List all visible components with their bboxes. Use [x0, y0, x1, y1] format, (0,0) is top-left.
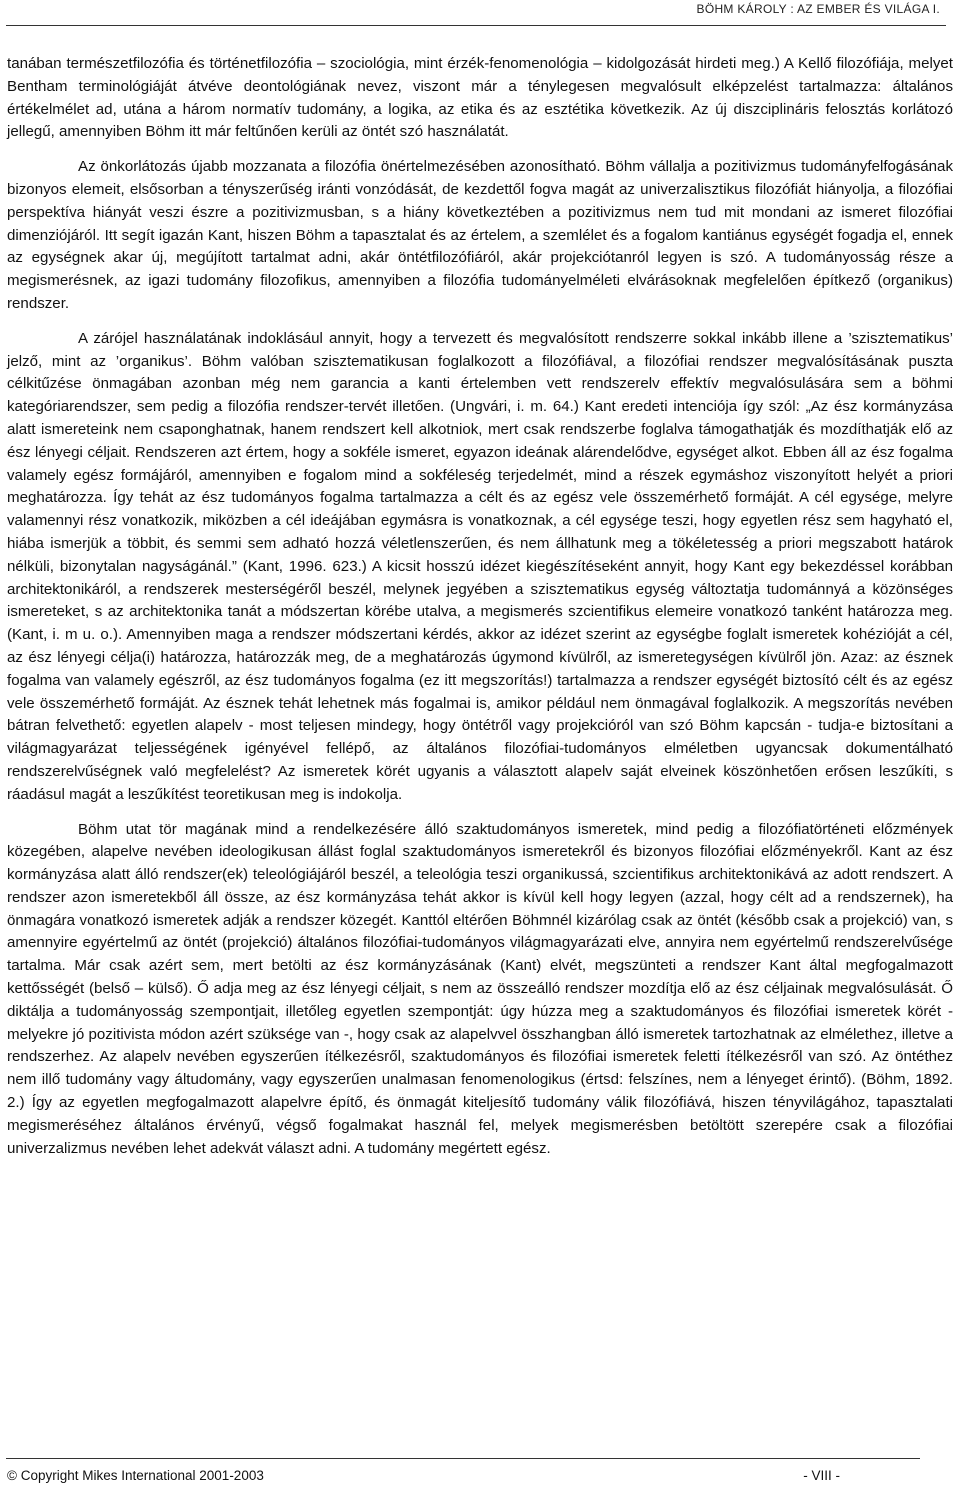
- running-header: [0, 0, 960, 22]
- paragraph-self-limitation: Az önkorlátozás újabb mozzanata a filozófia önértelmezésében azonosítható. Böhm vállalja a pozitivizmus tudományfelfogásának bizonyos elemeit, elsősorban a tényszerűség iránti vonzódását, de kezdettől fogva magát az univerzalisztikus filozófiát hiányolja, a filozófiai perspektíva hiányát veszi észre a pozitivizmusban, s a hiány következtében a pozitivizmus nem tud mit mondani az ismeret filozófiai dimenziójáról. Itt segít igazán Kant, hiszen Böhm a tapasztalat és az értelem, a szemlélet és a fogalom kantiánus egységét fogadja el, ennek az egységnek akar új, megújított tartalmat adni, akár öntétfilozófiáról, akár projekciótanról legyen is szó. A tudományosság része a megismerésnek, az igazi tudomány filozofikus, amennyiben a filozófia tudományelméleti elvárásoknak megfelelően építkező (organikus) rendszer.: [7, 158, 953, 312]
- footer-page-number: - VIII -: [803, 1468, 840, 1483]
- paragraph-parenthesis: A zárójel használatának indoklásául annyit, hogy a tervezett és megvalósított rendszerre sokkal inkább illene a ’szisztematikus’ jelző, mint az ’organikus’. Böhm valóban szisztematikusan foglalkozott a filozófiával, a filozófiai rendszer megvalósításának puszta célkitűzése önmagában azonban még nem garancia a kanti értelemben vett rendszerelv effektív megvalósulására sem a böhmi kategóriarendszer, sem pedig a filozófia rendszer-tervét illetően. (Ungvári, i. m. 64.) Kant eredeti intenciója így szól: „Az ész kormányzása alatt ismereteink nem csaponghatnak, hanem rendszert kell alkotniok, mert csak rendszerbe foglalva támogathatják és mozdíthatják elő az ész lényegi céljait. Rendszeren azt értem, hogy a sokféle ismeret, egyazon ideának alárendelődve, egységet alkot. Ebben áll az ész fogalma valamely egész formájáról, amennyiben e fogalom mind a sokféleség terjedelmét, mind a részek egymáshoz viszonyított helyét a priori meghatározza. Így tehát az ész tudományos fogalma tartalmazza a célt és az egész vele összemérhető formáját. A cél egysége, melyre valamennyi rész vonatkozik, miközben a cél ideájában egymásra is vonatkoznak, a cél egysége teszi, hogy egyetlen rész sem hagyható el, hiába ismerjük a többit, és semmi sem adható hozzá véletlenszerűen, és nem állhatunk meg a tökéletesség a priori megszabott határok nélküli, bizonytalan nagyságánál.” (Kant, 1996. 623.) A kicsit hosszú idézet kiegészítéseként annyit, hogy Kant egy bekezdéssel korábban architektonikáról, a rendszerek mesterségéről beszél, melynek jegyében a szisztematikus egység változtatja tudománnyá a közönséges ismereteket, s az architektonika tanát a módszertan körébe utalva, a megismerés szcientifikus elemeire vonatkozó tanként határozza meg. (Kant, i. m u. o.). Amennyiben maga a rendszer módszertani kérdés, akkor az idézet szerint az egységbe foglalt ismeretek kohézióját a cél, az ész lényegi célja(i) határozza, határozzák meg, de a meghatározás úgymond kívülről, az ismeretegységen kívülről jön. Azaz: az észnek fogalma van valamely egészről, az ész tudományos fogalma (ez itt megszorítás!) tartalmazza a rendszer egységét biztosító célt és az egész vele összemérhető formáját. Az észnek tehát lehetnek más fogalmai is, amikor például nem önmagával foglalkozik. A megszorítás nevében bátran felvethető: egyetlen alapelv - most teljesen mindegy, hogy öntétről vagy projekcióról van szó Böhm kapcsán - tudja-e biztosítani a világmagyarázat teljességének igényével fellépő, az általános filozófiai-tudományos elméletben ugyancsak dokumentálható rendszerelvűségnek való megfelelést? Az ismeretek körét ugyanis a választott alapelv saját elveinek köszönhetően erősen leszűkíti, s ráadásul magát a leszűkítést teoretikusan meg is indokolja.: [7, 329, 953, 803]
- footer-divider: [6, 1458, 920, 1459]
- footer-copyright: © Copyright Mikes International 2001-2003: [7, 1468, 264, 1483]
- document-body: [7, 53, 953, 1160]
- header-title: BÖHM KÁROLY : AZ EMBER ÉS VILÁGA I.: [696, 2, 940, 16]
- header-divider: [6, 25, 946, 26]
- paragraph-bohm-path: Böhm utat tör magának mind a rendelkezésére álló szaktudományos ismeretek, mind pedig a filozófiatörténeti előzmények közegében, alapelve nevében ideologikusan állást foglal szaktudományos ismeretekről és bizonyos filozófiai előzményekről. Kant az ész kormányzása alatt álló rendszer(ek) teleológiájáról beszél, a teleológia teszi organikussá, szcientifikus architektonikává az adott rendszert. A rendszer azon ismeretekből áll össze, az ész kormányzása tehát akkor is kívül kell hogy legyen (azzal, hogy célt ad a rendszernek), ha önmagára vonatkozó ismeretek adják a rendszer közegét. Kanttól eltérően Böhmnél kizárólag csak az öntét (később csak a projekció) van, s amennyire egyértelmű az öntét (projekció) általános filozófiai-tudományos világmagyarázati elve, annyira nem egyértelmű rendszerelvűsége tartalma. Már csak azért sem, mert betölti az ész kormányzásának (Kant) elvét, megszünteti a rendszer Kant által megfogalmazott kettősségét (belső – külső). Ő adja meg az ész lényegi céljait, s nem az összeálló rendszer mozdítja elő az ész céljainak megvalósulását. Ő diktálja a tudományosság szempontjait, illetőleg egyetlen szempontját: úgy húzza meg a szaktudományos és filozófiai ismeretek körét - melyekre jó pozitivista módon azért szüksége van -, hogy csak az alapelvvel összhangban álló ismeretek tartozhatnak az elmélethez, illetve a rendszerhez. Az alapelv nevében egyszerűen ítélkezésről, szaktudományos és filozófiai ismeretek feletti ítélkezésről van szó. Az öntéthez nem illő tudomány vagy áltudomány, vagy egyszerűen unalmasan fenomenologikus (értsd: felszínes, nem a lényeget érintő). (Böhm, 1892. 2.) Így az egyetlen megfogalmazott alapelvre építő, és önmagát kiteljesítő tudomány válik filozófiává, hiszen tényvilágához, tapasztalati megismeréséhez általános érvényű, végső fogalmakat használ fel, melyek megismerésben betöltött szerepére csak a filozófiai univerzalizmus nevében lehet adekvát választ adni. A tudomány megértett egész.: [7, 820, 953, 1157]
- paragraph-continuation: tanában természetfilozófia és történetfilozófia – szociológia, mint érzék-fenomenológia – kidolgozását hirdeti meg.) A Kellő filozófiája, melyet Bentham terminológiáját átvéve deontológiának nevez, viszont már a ténylegesen megvalósult elképzelést tartalmazza: általános értékelmélet ad, utána a három normatív tudomány, a logika, az etika és az esztétika következik. Az új diszciplináris felosztás korlátozó jellegű, amennyiben Böhm itt már feltűnően kerüli az öntét szó használatát.: [7, 55, 953, 141]
